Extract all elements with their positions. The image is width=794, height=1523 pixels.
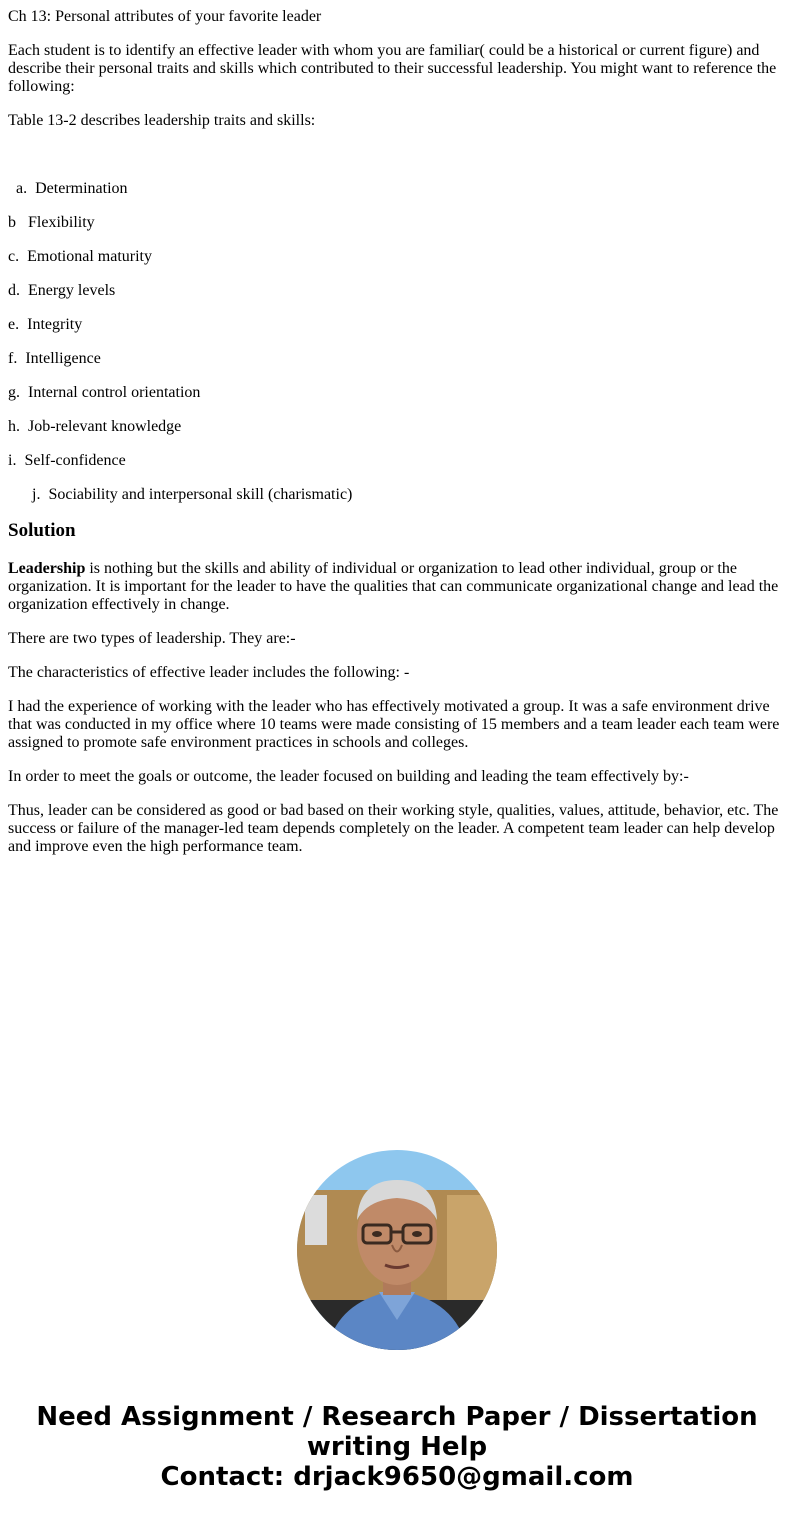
trait-text: Emotional maturity [27,248,152,265]
promo-line: writing Help [306,1432,488,1462]
solution-paragraph: There are two types of leadership. They are:- [8,630,296,647]
trait-marker: f. [8,350,18,367]
solution-paragraph: I had the experience of working with the leader who has effectively motivated a group. It was a safe environment drive that was conducted in my office where 10 teams were made consisting of 15 members and a team leader each team were assigned to promote safe environment practices in schools and colleges. [8,698,780,751]
document-body [8,8,786,872]
trait-marker: j. [32,486,41,503]
solution-paragraph [8,560,786,614]
trait-item [8,452,786,470]
trait-marker: i. [8,452,17,469]
spacer [8,146,786,180]
portrait-photo [297,1150,497,1350]
trait-text: Determination [35,180,128,197]
trait-marker: g. [8,384,20,401]
trait-text: Internal control orientation [28,384,201,401]
trait-text: Energy levels [28,282,116,299]
trait-marker: d. [8,282,20,299]
promo-footer [0,1150,794,1492]
trait-marker: h. [8,418,20,435]
trait-item [8,214,786,232]
leadership-term: Leadership [8,560,86,577]
trait-item [8,180,786,198]
solution-paragraph: In order to meet the goals or outcome, the leader focused on building and leading the team effectively by:- [8,768,689,785]
promo-line: Need Assignment / Research Paper / Dissertation [36,1402,758,1432]
table-reference: Table 13-2 describes leadership traits and skills: [8,112,316,129]
trait-item [8,316,786,334]
promo-contact: Contact: drjack9650@gmail.com [160,1462,634,1492]
trait-text: Sociability and interpersonal skill (charismatic) [48,486,353,503]
trait-item [8,384,786,402]
trait-marker: c. [8,248,20,265]
trait-item [8,248,786,266]
trait-marker: e. [8,316,20,333]
question-intro: Each student is to identify an effective leader with whom you are familiar( could be a historical or current figure) and describe their personal traits and skills which contributed to their successful leadership. You might want to reference the following: [8,42,777,95]
trait-text: Flexibility [28,214,95,231]
trait-marker: a. [16,180,28,197]
trait-text: Self-confidence [24,452,126,469]
solution-paragraph: The characteristics of effective leader includes the following: - [8,664,410,681]
promo-text [0,1402,794,1492]
solution-paragraph-text: is nothing but the skills and ability of individual or organization to lead other individual, group or the organization. It is important for the leader to have the qualities that can communicate organizational change and lead the organization effectively in change. [8,560,779,613]
trait-item [8,486,786,504]
solution-heading: Solution [8,520,76,541]
question-title: Ch 13: Personal attributes of your favorite leader [8,8,322,25]
trait-text: Integrity [27,316,83,333]
trait-marker: b [8,214,16,231]
trait-item [8,282,786,300]
trait-text: Job-relevant knowledge [28,418,182,435]
trait-item [8,350,786,368]
trait-text: Intelligence [25,350,101,367]
solution-paragraph: Thus, leader can be considered as good or bad based on their working style, qualities, values, attitude, behavior, etc. The success or failure of the manager-led team depends completely on the leader. A competent team leader can help develop and improve even the high performance team. [8,802,779,855]
avatar [297,1150,497,1350]
trait-item [8,418,786,436]
